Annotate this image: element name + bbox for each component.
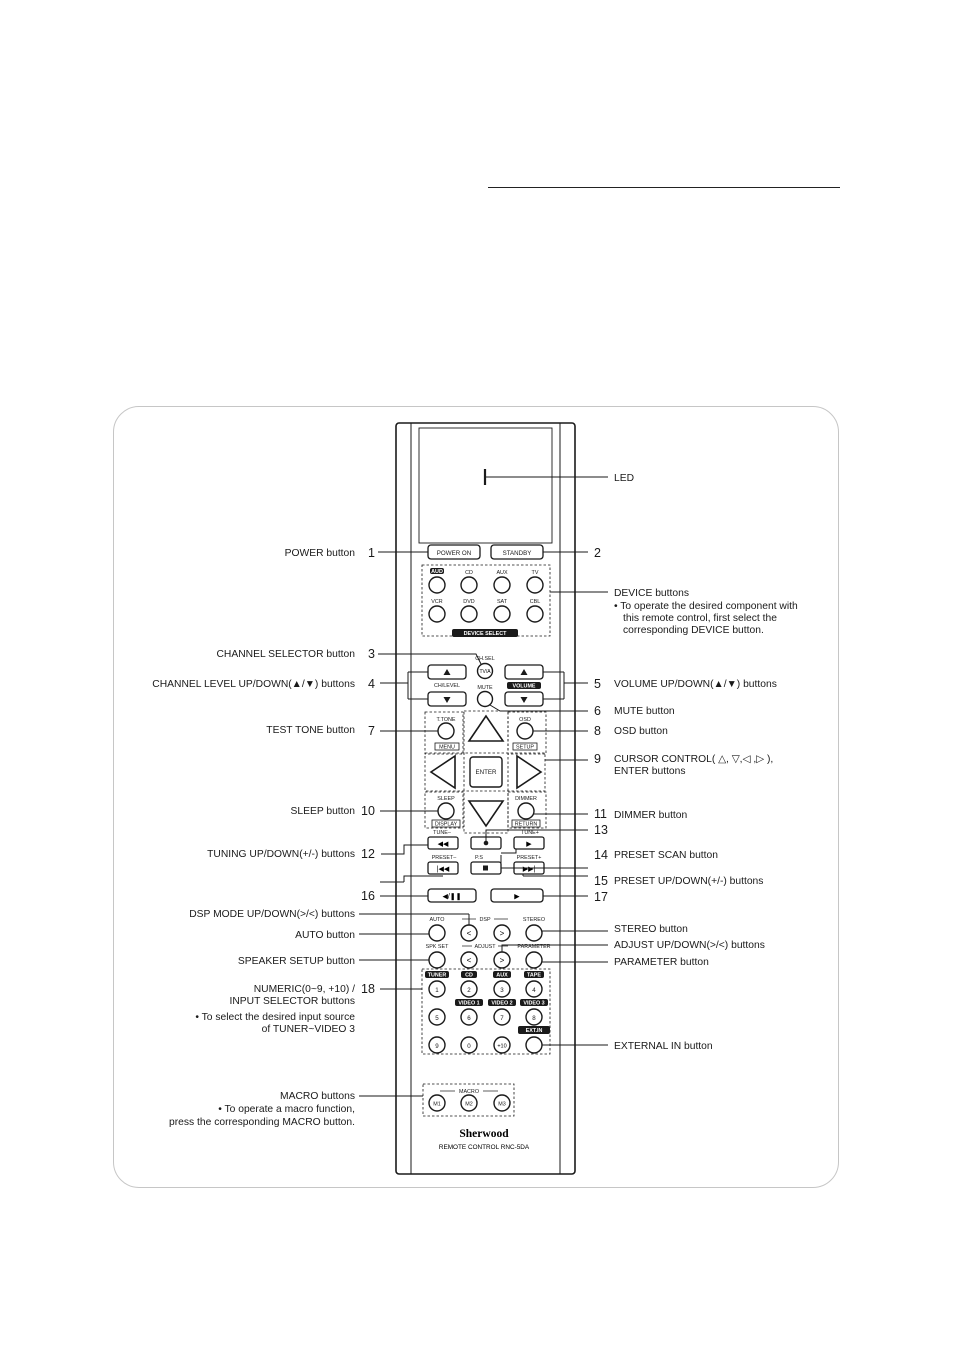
adjust-up-glyph: > [499, 956, 505, 965]
volume-label: VOLUME [512, 683, 536, 690]
display-label: DISPLAY [434, 821, 458, 828]
tuner-label: TUNER [427, 972, 447, 979]
callout-cursor-2: ENTER buttons [614, 766, 686, 777]
chsel-face-label: TV/A [479, 669, 491, 675]
stereo-label: STEREO [522, 917, 546, 923]
callout-dimmer: DIMMER button [614, 810, 688, 821]
forward-play-icon: ▶ [514, 893, 520, 901]
callout-macro-3: press the corresponding MACRO button. [168, 1117, 355, 1128]
callout-tuning: TUNING UP/DOWN(+/-) buttons [207, 849, 355, 860]
stop-icon [483, 866, 488, 871]
mute-label: MUTE [477, 685, 493, 691]
tune-plus-label: TUNE+ [521, 830, 539, 836]
callout-external-in: EXTERNAL IN button [614, 1041, 713, 1052]
enter-label: ENTER [475, 769, 497, 776]
sleep-button[interactable] [438, 803, 454, 819]
tune-down-button[interactable] [428, 837, 458, 849]
callout-cursor-1: CURSOR CONTROL( △, ▽,◁ ,▷ ), [614, 754, 774, 765]
callout-number-16: 16 [361, 889, 375, 903]
callout-numeric-2: INPUT SELECTOR buttons [229, 996, 355, 1007]
volume-down-button[interactable] [505, 692, 543, 706]
callout-number-3: 3 [368, 647, 375, 661]
return-label: RETURN [514, 821, 538, 828]
setup-label: SETUP [516, 744, 534, 751]
standby-button[interactable] [491, 545, 543, 559]
callout-number-13: 13 [594, 823, 608, 837]
numeric-plus10-label: +10 [497, 1043, 507, 1050]
callout-macro-1: MACRO buttons [280, 1091, 355, 1102]
callout-channel-selector: CHANNEL SELECTOR button [216, 649, 355, 660]
callout-preset-scan: PRESET SCAN button [614, 850, 718, 861]
ch-level-label: CH/LEVEL [433, 683, 461, 689]
numeric-3-label: 3 [500, 987, 504, 994]
vcr-label: VCR [431, 599, 443, 605]
callout-number-12: 12 [361, 847, 375, 861]
power-on-button[interactable] [428, 545, 480, 559]
cd-input-label: CD [465, 972, 473, 979]
callout-led: LED [614, 473, 635, 484]
numeric-1-label: 1 [435, 987, 439, 994]
numeric-8-label: 8 [532, 1015, 536, 1022]
dsp-up-glyph: > [499, 929, 505, 938]
sat-device-button[interactable] [494, 606, 510, 622]
auto-button[interactable] [429, 925, 445, 941]
test-tone-button[interactable] [438, 723, 454, 739]
ttone-label: T.TONE [436, 717, 456, 723]
callout-auto: AUTO button [295, 930, 355, 941]
rewind-icon: ◀◀ [437, 841, 449, 848]
sat-label: SAT [496, 599, 508, 605]
tune-minus-label: TUNE– [433, 830, 451, 836]
callout-channel-level: CHANNEL LEVEL UP/DOWN(▲/▼) buttons [152, 679, 355, 690]
aux-input-label: AUX [496, 972, 508, 979]
parameter-label: PARAMETER [517, 944, 551, 950]
numeric-7-label: 7 [500, 1015, 504, 1022]
forward-play-button[interactable] [491, 889, 543, 902]
device-select-title: DEVICE SELECT [463, 631, 507, 637]
video3-label: VIDEO 3 [523, 1000, 545, 1007]
tv-device-button[interactable] [527, 577, 543, 593]
macro-label: MACRO [458, 1089, 480, 1095]
aux-label: AUX [496, 570, 508, 576]
menu-label: MENU [439, 744, 455, 751]
callout-number-2: 2 [594, 546, 601, 560]
dvd-device-button[interactable] [461, 606, 477, 622]
auto-label: AUTO [429, 917, 445, 923]
callout-numeric-1: NUMERIC(0~9, +10) / [253, 984, 355, 995]
aud-label: AUD [431, 569, 443, 575]
aud-device-button[interactable] [429, 577, 445, 593]
tune-up-button[interactable] [514, 837, 544, 849]
dimmer-button[interactable] [518, 803, 534, 819]
cbl-device-button[interactable] [527, 606, 543, 622]
callout-number-18: 18 [361, 982, 375, 996]
callout-number-8: 8 [594, 724, 601, 738]
brand-logo: Sherwood [459, 1128, 509, 1140]
cbl-label: CBL [529, 599, 541, 605]
tape-label: TAPE [527, 972, 541, 979]
callout-device: DEVICE buttons [614, 588, 689, 599]
volume-up-button[interactable] [505, 665, 543, 679]
external-in-button[interactable] [526, 1037, 542, 1053]
spk-set-label: SPK SET [425, 944, 449, 950]
callout-numeric-4: of TUNER~VIDEO 3 [261, 1024, 355, 1035]
parameter-button[interactable] [526, 952, 542, 968]
reverse-pause-button[interactable] [428, 889, 476, 902]
ch-level-up-button[interactable] [428, 665, 466, 679]
callout-number-5: 5 [594, 677, 601, 691]
cd-device-button[interactable] [461, 577, 477, 593]
preset-scan-button[interactable] [471, 862, 501, 874]
osd-label: OSD [519, 717, 531, 723]
osd-button[interactable] [517, 723, 533, 739]
vcr-device-button[interactable] [429, 606, 445, 622]
sleep-label: SLEEP [437, 796, 455, 802]
numeric-4-label: 4 [532, 987, 536, 994]
callout-number-17: 17 [594, 890, 608, 904]
callout-macro-2: • To operate a macro function, [218, 1104, 355, 1115]
numeric-0-label: 0 [467, 1043, 471, 1050]
skip-forward-icon: ▶▶| [522, 866, 536, 873]
callout-power: POWER button [284, 548, 355, 559]
standby-label: STANDBY [502, 550, 532, 557]
stereo-button[interactable] [526, 925, 542, 941]
numeric-5-label: 5 [435, 1015, 439, 1022]
mute-button[interactable] [478, 692, 493, 707]
callout-number-9: 9 [594, 752, 601, 766]
callout-number-7: 7 [368, 724, 375, 738]
callout-number-4: 4 [368, 677, 375, 691]
callout-sleep: SLEEP button [290, 806, 355, 817]
ext-in-label: EXT.IN [525, 1028, 543, 1034]
tv-label: TV [531, 570, 539, 576]
callout-dsp-mode: DSP MODE UP/DOWN(>/<) buttons [189, 909, 355, 920]
callout-number-15: 15 [594, 874, 608, 888]
speaker-setup-button[interactable] [429, 952, 445, 968]
callout-speaker-setup: SPEAKER SETUP button [237, 956, 355, 967]
reverse-pause-icon: ◀/❚❚ [442, 893, 462, 901]
numeric-9-label: 9 [435, 1043, 439, 1050]
callout-volume: VOLUME UP/DOWN(▲/▼) buttons [614, 679, 777, 690]
callout-test-tone: TEST TONE button [266, 725, 355, 736]
adjust-label: ADJUST [474, 944, 496, 950]
preset-minus-label: PRESET– [431, 855, 457, 861]
preset-plus-label: PRESET+ [516, 855, 542, 861]
adjust-down-glyph: < [466, 956, 472, 965]
video1-label: VIDEO 1 [458, 1000, 480, 1007]
ps-label: P.S [475, 855, 483, 861]
play-icon: ▶ [526, 841, 532, 848]
callout-number-6: 6 [594, 704, 601, 718]
power-on-label: POWER ON [436, 550, 472, 557]
callout-stereo: STEREO button [614, 924, 688, 935]
callout-device-note-2: this remote control, first select the [623, 613, 777, 624]
model-label: REMOTE CONTROL RNC-5DA [438, 1144, 530, 1151]
macro-m2-label: M2 [465, 1101, 473, 1108]
chsel-label: CH.SEL [475, 656, 495, 662]
preset-down-button[interactable] [428, 862, 458, 874]
macro-m1-label: M1 [433, 1101, 441, 1108]
callout-device-note-1: • To operate the desired component with [614, 601, 798, 612]
skip-back-icon: |◀◀ [436, 866, 450, 873]
callout-number-14: 14 [594, 848, 608, 862]
enter-button[interactable] [470, 757, 502, 787]
numeric-6-label: 6 [467, 1015, 471, 1022]
callout-number-10: 10 [361, 804, 375, 818]
dimmer-label: DIMMER [515, 796, 537, 802]
remote-body [396, 423, 575, 1174]
callout-number-1: 1 [368, 546, 375, 560]
dsp-label: DSP [479, 917, 491, 923]
numeric-2-label: 2 [467, 987, 471, 994]
callout-numeric-3: • To select the desired input source [195, 1012, 355, 1023]
dvd-label: DVD [463, 599, 475, 605]
callout-mute: MUTE button [614, 706, 675, 717]
callout-osd: OSD button [614, 726, 668, 737]
video2-label: VIDEO 2 [491, 1000, 513, 1007]
callout-preset-updown: PRESET UP/DOWN(+/-) buttons [614, 876, 764, 887]
callout-device-note-3: corresponding DEVICE button. [623, 625, 764, 636]
cd-label: CD [465, 570, 473, 576]
ch-level-down-button[interactable] [428, 692, 466, 706]
dsp-down-glyph: < [466, 929, 472, 938]
aux-device-button[interactable] [494, 577, 510, 593]
macro-m3-label: M3 [498, 1101, 506, 1108]
callout-parameter: PARAMETER button [614, 957, 709, 968]
callout-number-11: 11 [594, 807, 607, 821]
callout-adjust: ADJUST UP/DOWN(>/<) buttons [614, 940, 765, 951]
